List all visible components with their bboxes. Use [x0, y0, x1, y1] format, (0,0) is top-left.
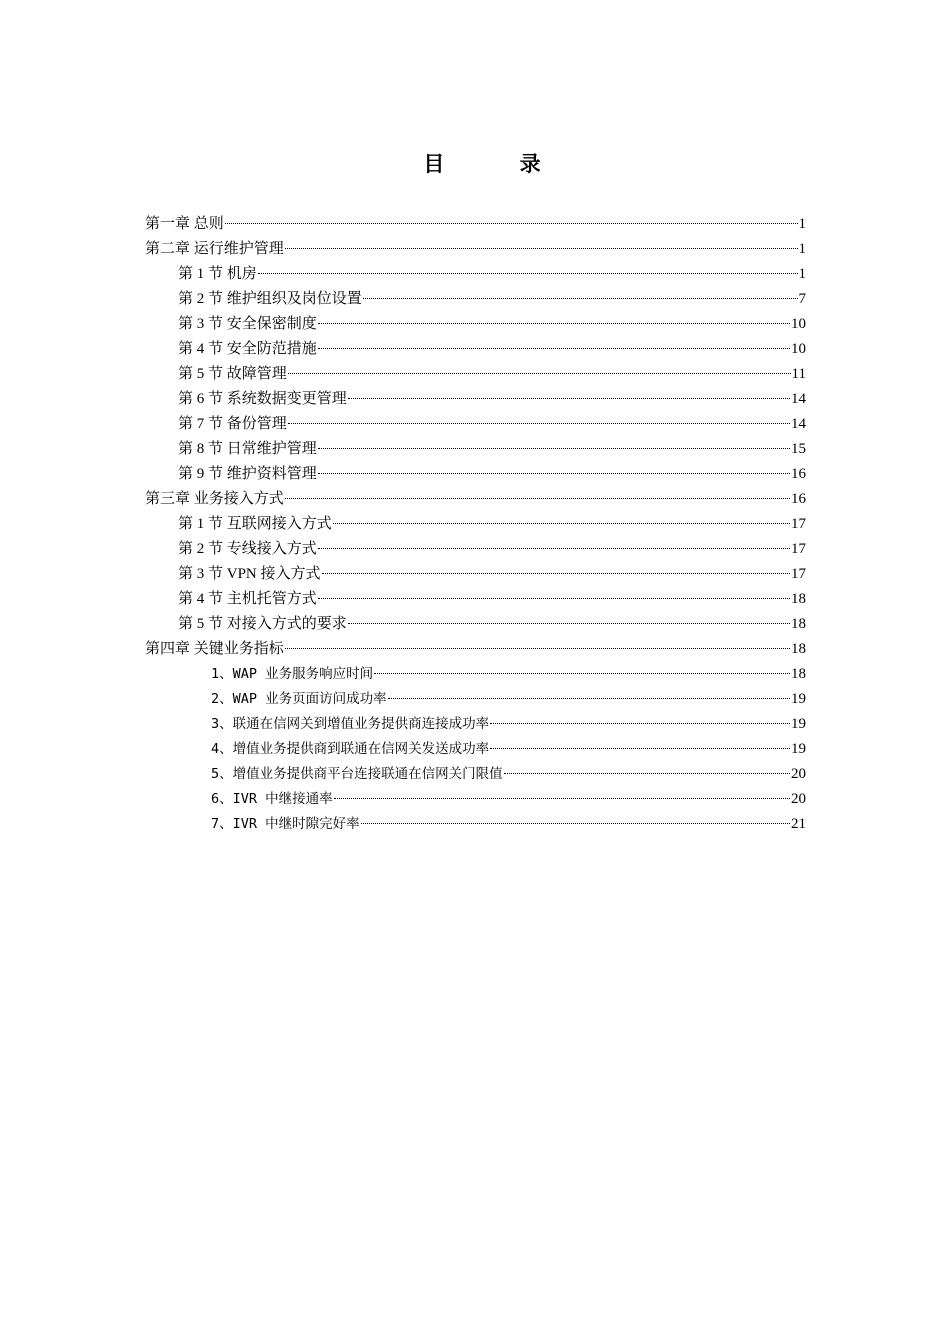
toc-entry[interactable]	[211, 737, 806, 762]
toc-entry[interactable]	[145, 237, 806, 262]
toc-entry[interactable]	[211, 662, 806, 687]
toc-dot-leader	[318, 323, 790, 324]
toc-dot-leader	[285, 498, 790, 499]
toc-entry[interactable]	[145, 637, 806, 662]
toc-entry-label: 1、WAP 业务服务响应时间	[211, 666, 374, 682]
toc-entry-label: 6、IVR 中继接通率	[211, 791, 333, 807]
toc-entry[interactable]	[178, 412, 806, 437]
toc-entry-page-number: 7	[798, 291, 806, 307]
toc-entry[interactable]	[178, 287, 806, 312]
toc-entry-page-number: 19	[791, 691, 806, 707]
toc-entry[interactable]	[178, 362, 806, 387]
toc-entry-label: 第 6 节 系统数据变更管理	[178, 391, 347, 407]
toc-entry[interactable]	[178, 387, 806, 412]
toc-entry[interactable]	[178, 537, 806, 562]
toc-entry[interactable]	[178, 462, 806, 487]
toc-dot-leader	[322, 573, 790, 574]
toc-dot-leader	[225, 223, 798, 224]
toc-dot-leader	[288, 373, 791, 374]
toc-entry[interactable]	[178, 562, 806, 587]
toc-entry[interactable]	[211, 712, 806, 737]
toc-entry-page-number: 15	[791, 441, 806, 457]
toc-entry-label: 4、增值业务提供商到联通在信网关发送成功率	[211, 741, 490, 757]
toc-entry-label: 第 5 节 故障管理	[178, 366, 287, 382]
toc-entry[interactable]	[211, 787, 806, 812]
toc-entry-page-number: 18	[791, 616, 806, 632]
toc-dot-leader	[318, 548, 790, 549]
toc-entry[interactable]	[211, 762, 806, 787]
toc-entry-label: 第四章 关键业务指标	[145, 641, 284, 657]
toc-entry-page-number: 18	[791, 641, 806, 657]
toc-entry-label: 第 3 节 安全保密制度	[178, 316, 317, 332]
toc-dot-leader	[363, 298, 798, 299]
toc-entry-page-number: 18	[791, 591, 806, 607]
toc-entry[interactable]	[178, 587, 806, 612]
toc-entry-label: 2、WAP 业务页面访问成功率	[211, 691, 387, 707]
toc-entry-page-number: 18	[791, 666, 806, 682]
toc-entry[interactable]	[145, 487, 806, 512]
toc-entry-label: 第 4 节 安全防范措施	[178, 341, 317, 357]
toc-entry-page-number: 11	[791, 366, 806, 382]
toc-dot-leader	[285, 248, 798, 249]
toc-entry[interactable]	[178, 312, 806, 337]
toc-dot-leader	[285, 648, 790, 649]
toc-dot-leader	[318, 473, 790, 474]
toc-dot-leader	[288, 423, 790, 424]
toc-entry-page-number: 20	[791, 791, 806, 807]
toc-dot-leader	[258, 273, 798, 274]
toc-entry[interactable]	[178, 612, 806, 637]
toc-dot-leader	[504, 773, 790, 774]
toc-entry-page-number: 14	[791, 416, 806, 432]
toc-entry-label: 第 1 节 互联网接入方式	[178, 516, 332, 532]
toc-entry[interactable]	[178, 437, 806, 462]
toc-dot-leader	[318, 598, 790, 599]
toc-entry-label: 第 8 节 日常维护管理	[178, 441, 317, 457]
toc-entry-page-number: 19	[791, 741, 806, 757]
toc-entry[interactable]	[178, 337, 806, 362]
toc-entry-page-number: 16	[791, 491, 806, 507]
toc-entry-label: 第 2 节 专线接入方式	[178, 541, 317, 557]
toc-entry-label: 5、增值业务提供商平台连接联通在信网关门限值	[211, 766, 503, 782]
toc-entry-label: 第一章 总则	[145, 216, 224, 232]
toc-entry-label: 第 3 节 VPN 接入方式	[178, 566, 321, 582]
toc-entry-label: 第 7 节 备份管理	[178, 416, 287, 432]
toc-entry-page-number: 21	[791, 816, 806, 832]
toc-entry-label: 第 2 节 维护组织及岗位设置	[178, 291, 362, 307]
toc-entry-label: 3、联通在信网关到增值业务提供商连接成功率	[211, 716, 490, 732]
toc-dot-leader	[490, 748, 790, 749]
toc-dot-leader	[318, 448, 790, 449]
toc-entry-page-number: 14	[791, 391, 806, 407]
toc-entry-label: 7、IVR 中继时隙完好率	[211, 816, 360, 832]
toc-entry-page-number: 17	[791, 566, 806, 582]
toc-entry-page-number: 10	[791, 316, 806, 332]
toc-entry-page-number: 10	[791, 341, 806, 357]
toc-entry-page-number: 20	[791, 766, 806, 782]
toc-entry[interactable]	[145, 212, 806, 237]
toc-entry-label: 第二章 运行维护管理	[145, 241, 284, 257]
toc-entry-label: 第三章 业务接入方式	[145, 491, 284, 507]
toc-entry[interactable]	[178, 262, 806, 287]
toc-entry-page-number: 16	[791, 466, 806, 482]
toc-entry[interactable]	[211, 687, 806, 712]
toc-dot-leader	[334, 798, 790, 799]
toc-dot-leader	[348, 398, 790, 399]
toc-entry-page-number: 17	[791, 541, 806, 557]
toc-entry-label: 第 4 节 主机托管方式	[178, 591, 317, 607]
toc-dot-leader	[318, 348, 790, 349]
toc-entry-label: 第 1 节 机房	[178, 266, 257, 282]
toc-dot-leader	[348, 623, 790, 624]
toc-entry-label: 第 5 节 对接入方式的要求	[178, 616, 347, 632]
toc-title: 目 录	[423, 152, 575, 176]
toc-entry-label: 第 9 节 维护资料管理	[178, 466, 317, 482]
toc-entry-page-number: 17	[791, 516, 806, 532]
toc-list	[0, 212, 950, 837]
toc-entry[interactable]	[211, 812, 806, 837]
toc-entry-page-number: 19	[791, 716, 806, 732]
toc-dot-leader	[333, 523, 790, 524]
toc-entry[interactable]	[178, 512, 806, 537]
toc-entry-page-number: 1	[798, 266, 806, 282]
toc-entry-page-number: 1	[798, 241, 806, 257]
toc-dot-leader	[361, 823, 790, 824]
toc-entry-page-number: 1	[798, 216, 806, 232]
toc-dot-leader	[374, 673, 790, 674]
toc-dot-leader	[490, 723, 790, 724]
toc-dot-leader	[388, 698, 790, 699]
